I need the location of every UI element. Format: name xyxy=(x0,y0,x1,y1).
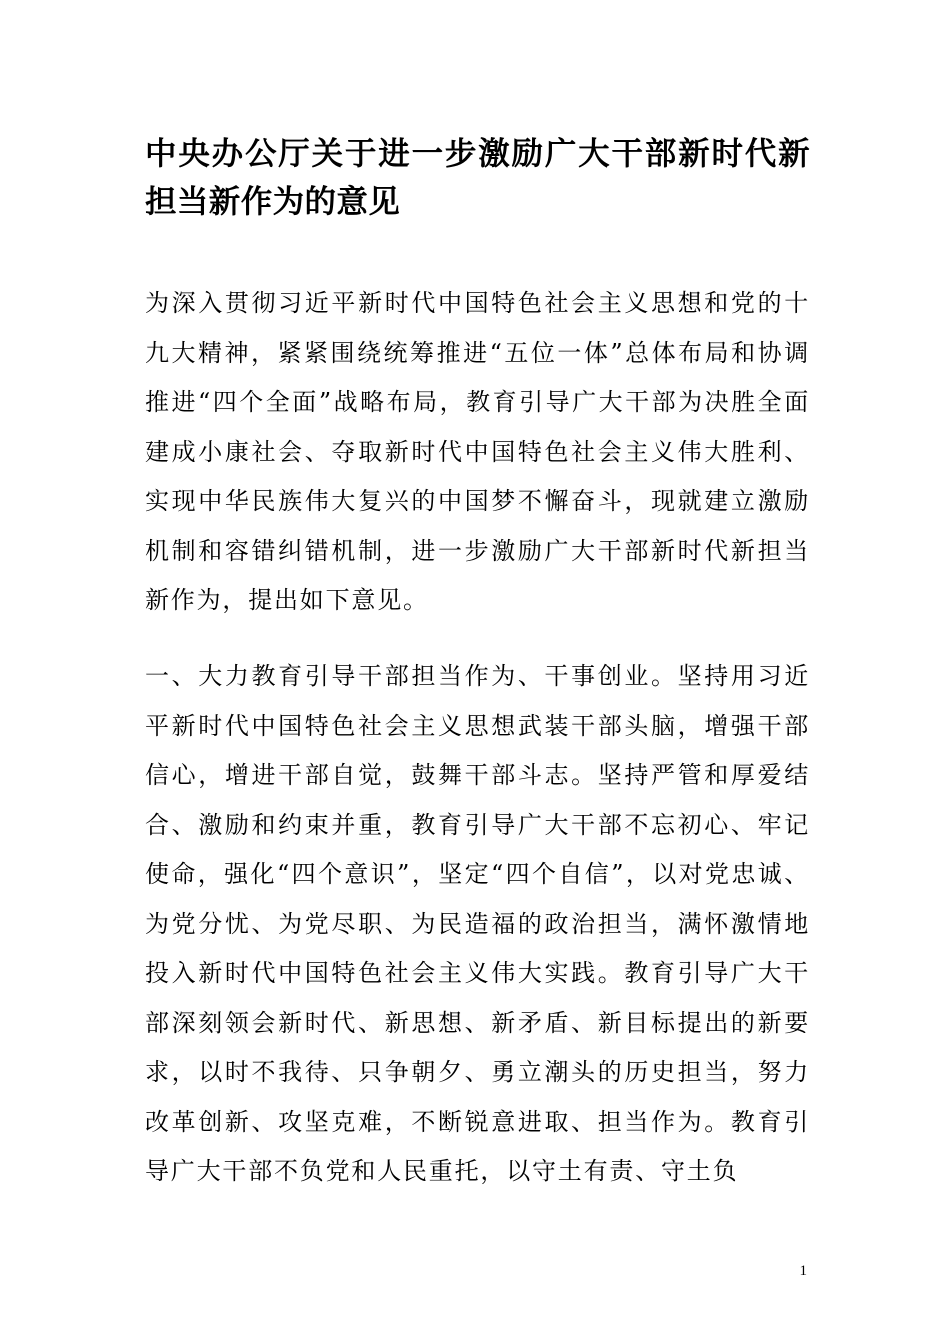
body-paragraph-intro: 为深入贯彻习近平新时代中国特色社会主义思想和党的十九大精神，紧紧围绕统筹推进“五位一体”总体布局和协调推进“四个全面”战略布局，教育引导广大干部为决胜全面建成小康社会、夺取新时代中国特色社会主义伟大胜利、实现中华民族伟大复兴的中国梦不懈奋斗，现就建立激励机制和容错纠错机制，进一步激励广大干部新时代新担当新作为，提出如下意见。 xyxy=(145,289,810,614)
body-paragraph-section-one: 一、大力教育引导干部担当作为、干事创业。坚持用习近平新时代中国特色社会主义思想武装干部头脑，增强干部信心，增进干部自觉，鼓舞干部斗志。坚持严管和厚爱结合、激励和约束并重，教育引导广大干部不忘初心、牢记使命，强化“四个意识”，坚定“四个自信”，以对党忠诚、为党分忧、为党尽职、为民造福的政治担当，满怀激情地投入新时代中国特色社会主义伟大实践。教育引导广大干部深刻领会新时代、新思想、新矛盾、新目标提出的新要求，以时不我待、只争朝夕、勇立潮头的历史担当，努力改革创新、攻坚克难，不断锐意进取、担当作为。教育引导广大干部不负党和人民重托，以守土有责、守土负 xyxy=(145,662,810,1185)
document-title: 中央办公厅关于进一步激励广大干部新时代新担当新作为的意见 xyxy=(145,136,810,220)
page-number: 1 xyxy=(799,1263,807,1279)
